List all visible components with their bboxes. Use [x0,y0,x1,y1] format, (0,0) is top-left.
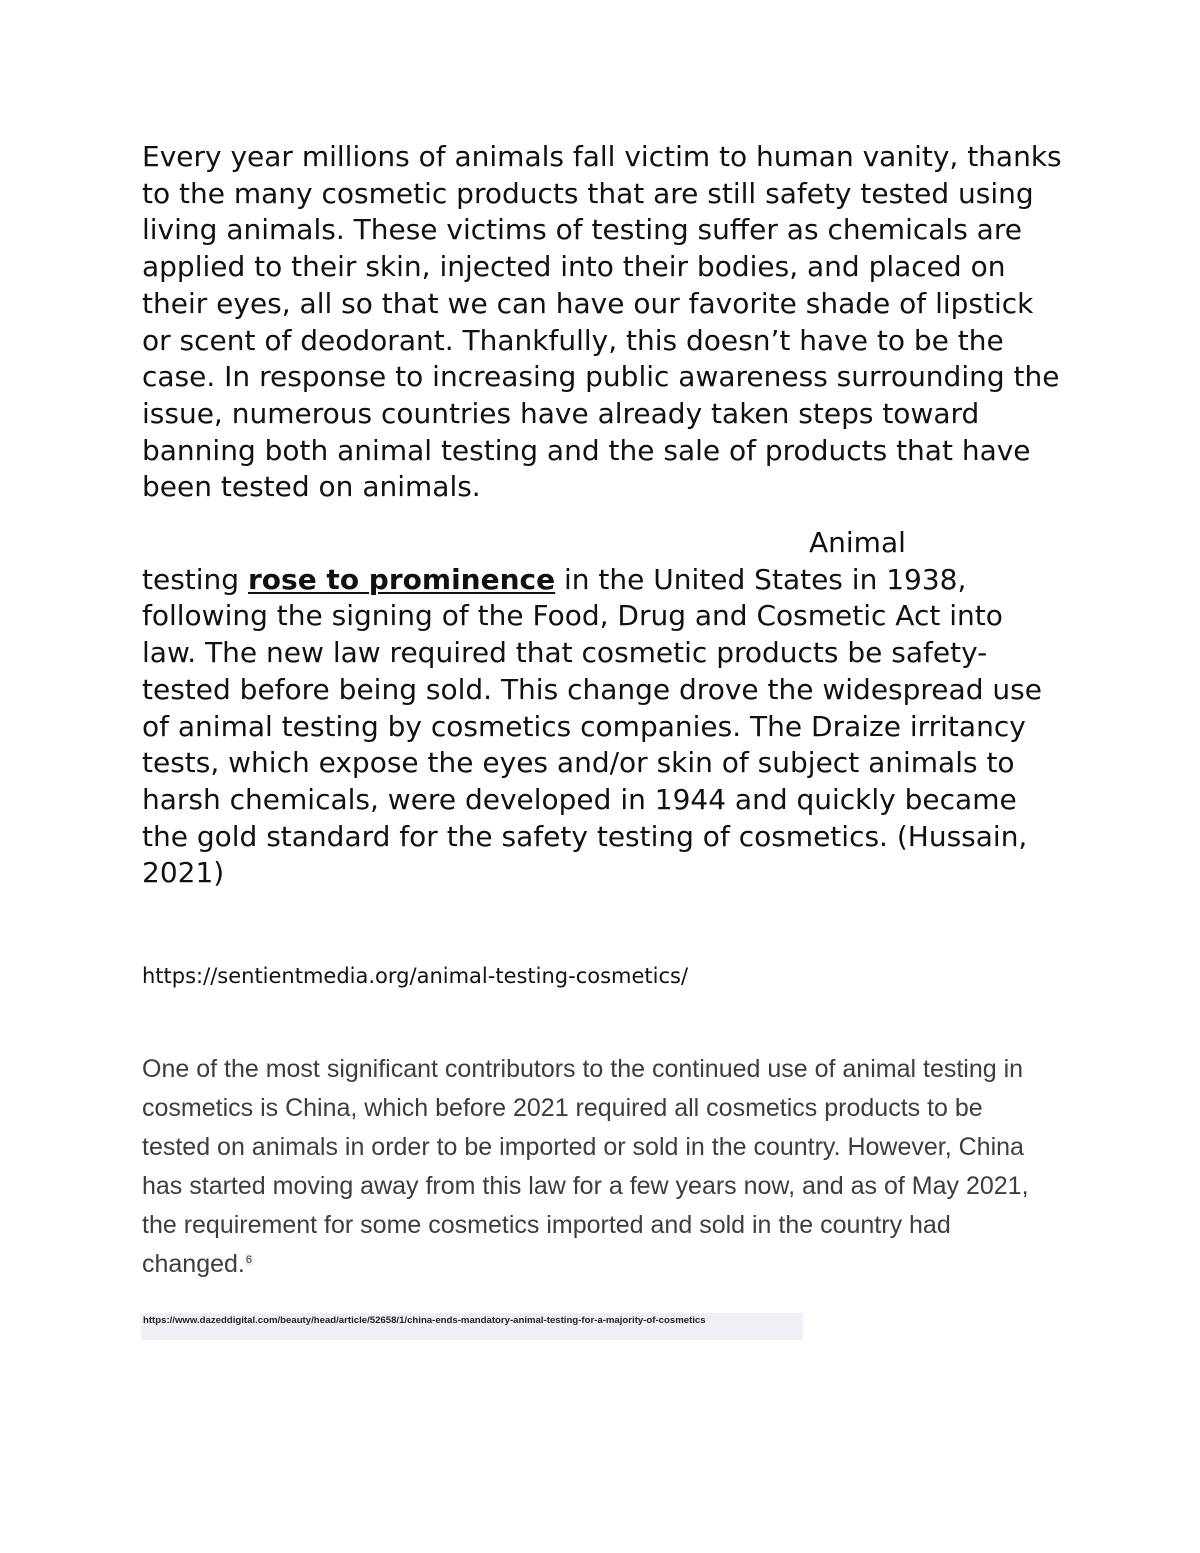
highlight-rose-to-prominence: rose to prominence [247,562,556,596]
source-link-sentientmedia[interactable]: https://sentientmedia.org/animal-testing-cosmetics/ [142,964,689,988]
source-link-dazeddigital[interactable]: https://www.dazeddigital.com/beauty/head/article/52658/1/china-ends-mandatory-animal-testing-for-a-majority-of-cosmetics [141,1313,803,1340]
paragraph-china-text: One of the most significant contributors to the continued use of animal testing in cosmetics is China, which before 2021 required all cosmetics products to be tested on animals in order to be imported or sold in the country. However, China has started moving away from this law for a few years now, and as of May 2021, the requirement for some cosmetics imported and sold in the country had changed. [142,1055,1029,1278]
footnote-marker[interactable]: 6 [245,1253,252,1266]
paragraph-history-rest: in the United States in 1938, following the signing of the Food, Drug and Cosmetic Act into law. The new law required that cosmetic products be safety-tested before being sold. This change drove the widespread use of animal testing by cosmetics companies. The Draize irritancy tests, which expose the eyes and/or skin of subject animals to harsh chemicals, were developed in 1944 and quickly became the gold standard for the safety testing of cosmetics. (Hussain, 2021) [142,562,1042,890]
paragraph-history-lead: testing [142,562,248,596]
paragraph-history [142,525,1062,892]
paragraph-china [142,1050,1042,1284]
paragraph-history-indent-word: Animal [809,526,906,559]
paragraph-intro: Every year millions of animals fall victim to human vanity, thanks to the many cosmetic products that are still safety tested using living animals. These victims of testing suffer as chemicals are applied to their skin, injected into their bodies, and placed on their eyes, all so that we can have our favorite shade of lipstick or scent of deodorant. Thankfully, this doesn’t have to be the case. In response to increasing public awareness surrounding the issue, numerous countries have already taken steps toward banning both animal testing and the sale of products that have been tested on animals. [142,140,1062,504]
